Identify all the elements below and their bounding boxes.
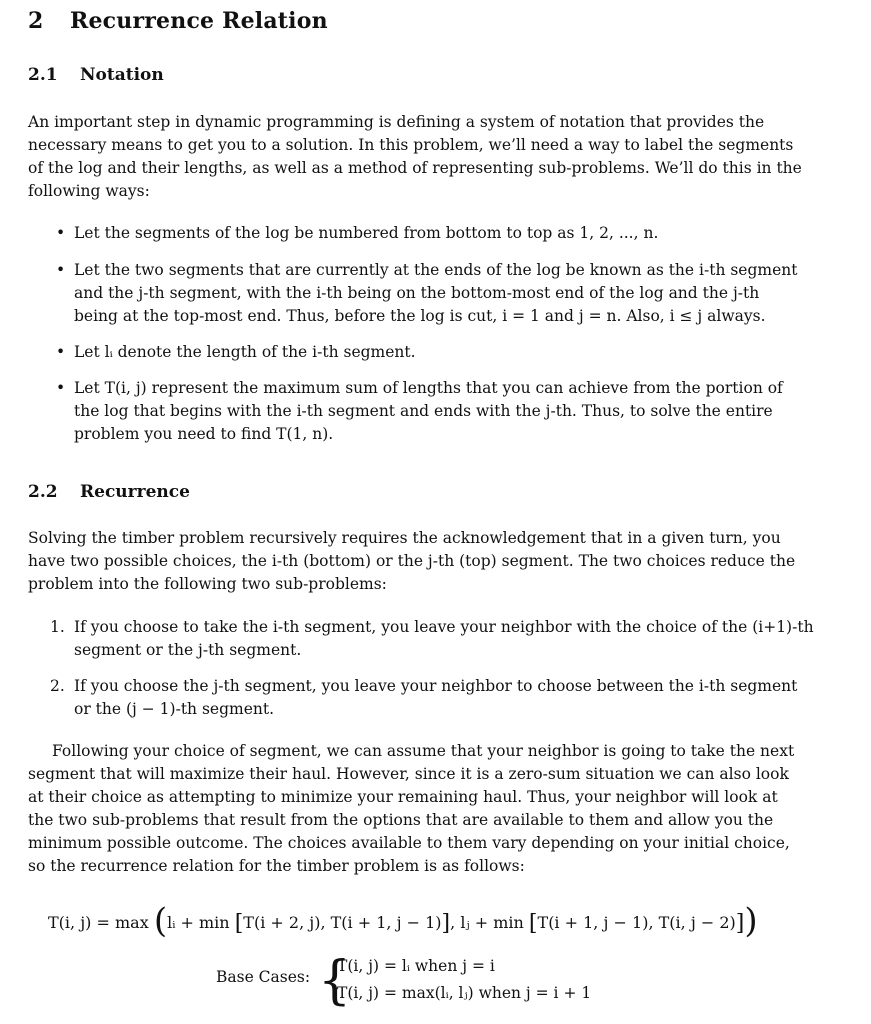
text-line: Following your choice of segment, we can assume that your neighbor is going to take the next [52, 742, 795, 760]
enum-item [74, 675, 831, 721]
subsection-number: 2.1 [28, 65, 58, 85]
base-case-line: T(i, j) = max(lᵢ, lⱼ) when j = i + 1 [337, 984, 592, 1002]
subsection-number: 2.2 [28, 482, 58, 502]
text-line: Let lᵢ denote the length of the i-th segment. [74, 343, 416, 361]
text-line: Let the segments of the log be numbered from bottom to top as 1, 2, ..., n. [74, 224, 659, 242]
text-line: so the recurrence relation for the timber problem is as follows: [28, 857, 525, 875]
notation-bullet-item [74, 377, 831, 446]
notation-bullet-item [74, 341, 831, 364]
bullet-icon: • [56, 343, 66, 361]
close-bracket-glyph: ] [735, 911, 745, 936]
notation-bullet-item [74, 222, 831, 245]
subsection-heading-notation [28, 65, 164, 85]
subsection-title: Notation [80, 65, 164, 85]
equation-term1-head: lᵢ + min [167, 913, 230, 932]
enum-marker: 1. [50, 618, 65, 636]
close-paren-glyph: ) [744, 901, 758, 941]
bullet-icon: • [56, 379, 66, 397]
open-bracket-glyph: [ [528, 911, 538, 936]
text-line: If you choose to take the i-th segment, you leave your neighbor with the choice of the (i+1)-th [74, 618, 814, 636]
text-line: necessary means to get you to a solution. In this problem, we’ll need a way to label the segments [28, 136, 794, 154]
text-line: the log that begins with the i-th segment and ends with the j-th. Thus, to solve the entire [74, 402, 773, 420]
subsection-title: Recurrence [80, 482, 190, 502]
notation-intro-paragraph [28, 111, 831, 203]
base-case-line: T(i, j) = lᵢ when j = i [337, 957, 495, 975]
recurrence-intro-paragraph [28, 527, 831, 596]
open-paren-glyph: ( [153, 901, 168, 941]
text-line: An important step in dynamic programming is defining a system of notation that provides the [28, 113, 765, 131]
text-line: problem into the following two sub-problems: [28, 575, 387, 593]
equation-term2-head: , lⱼ + min [450, 913, 524, 932]
text-line: the two sub-problems that result from the options that are available to them and allow you the [28, 811, 774, 829]
equation-term2-args: T(i + 1, j − 1), T(i, j − 2) [537, 913, 736, 932]
text-line: at their choice as attempting to minimize your remaining haul. Thus, your neighbor will look at [28, 788, 778, 806]
text-line: Solving the timber problem recursively requires the acknowledgement that in a given turn, you [28, 529, 781, 547]
bullet-icon: • [56, 224, 66, 242]
close-bracket-glyph: ] [441, 911, 451, 936]
text-line: of the log and their lengths, as well as a method of representing sub-problems. We’ll do this in the [28, 159, 802, 177]
equation-term1-args: T(i + 2, j), T(i + 1, j − 1) [243, 913, 442, 932]
open-bracket-glyph: [ [234, 911, 244, 936]
text-line: Let the two segments that are currently at the ends of the log be known as the i-th segment [74, 261, 798, 279]
bullet-icon: • [56, 261, 66, 279]
text-line: and the j-th segment, with the i-th being on the bottom-most end of the log and the j-th [74, 284, 760, 302]
notation-bullet-item [74, 259, 831, 328]
text-line: segment that will maximize their haul. However, since it is a zero-sum situation we can also look [28, 765, 789, 783]
enum-marker: 2. [50, 677, 65, 695]
equation-lhs: T(i, j) = max [48, 913, 149, 932]
recurrence-equation [48, 898, 758, 947]
text-line: segment or the j-th segment. [74, 641, 302, 659]
left-brace-glyph: { [318, 951, 352, 1011]
section-heading [28, 8, 328, 34]
subsection-heading-recurrence [28, 482, 190, 502]
text-line: Let T(i, j) represent the maximum sum of lengths that you can achieve from the portion of [74, 379, 783, 397]
enum-item [74, 616, 831, 662]
text-line: problem you need to find T(1, n). [74, 425, 334, 443]
text-line: being at the top-most end. Thus, before the log is cut, i = 1 and j = n. Also, i ≤ j always. [74, 307, 766, 325]
text-line: have two possible choices, the i-th (bottom) or the j-th (top) segment. The two choices reduce the [28, 552, 796, 570]
text-line: minimum possible outcome. The choices available to them vary depending on your initial choice, [28, 834, 790, 852]
text-line: following ways: [28, 182, 150, 200]
section-number: 2 [28, 8, 44, 34]
section-title: Recurrence Relation [70, 8, 328, 34]
base-cases-label: Base Cases: [216, 968, 311, 986]
text-line: If you choose the j-th segment, you leave your neighbor to choose between the i-th segment [74, 677, 798, 695]
text-line: or the (j − 1)-th segment. [74, 700, 275, 718]
following-paragraph [28, 740, 831, 878]
